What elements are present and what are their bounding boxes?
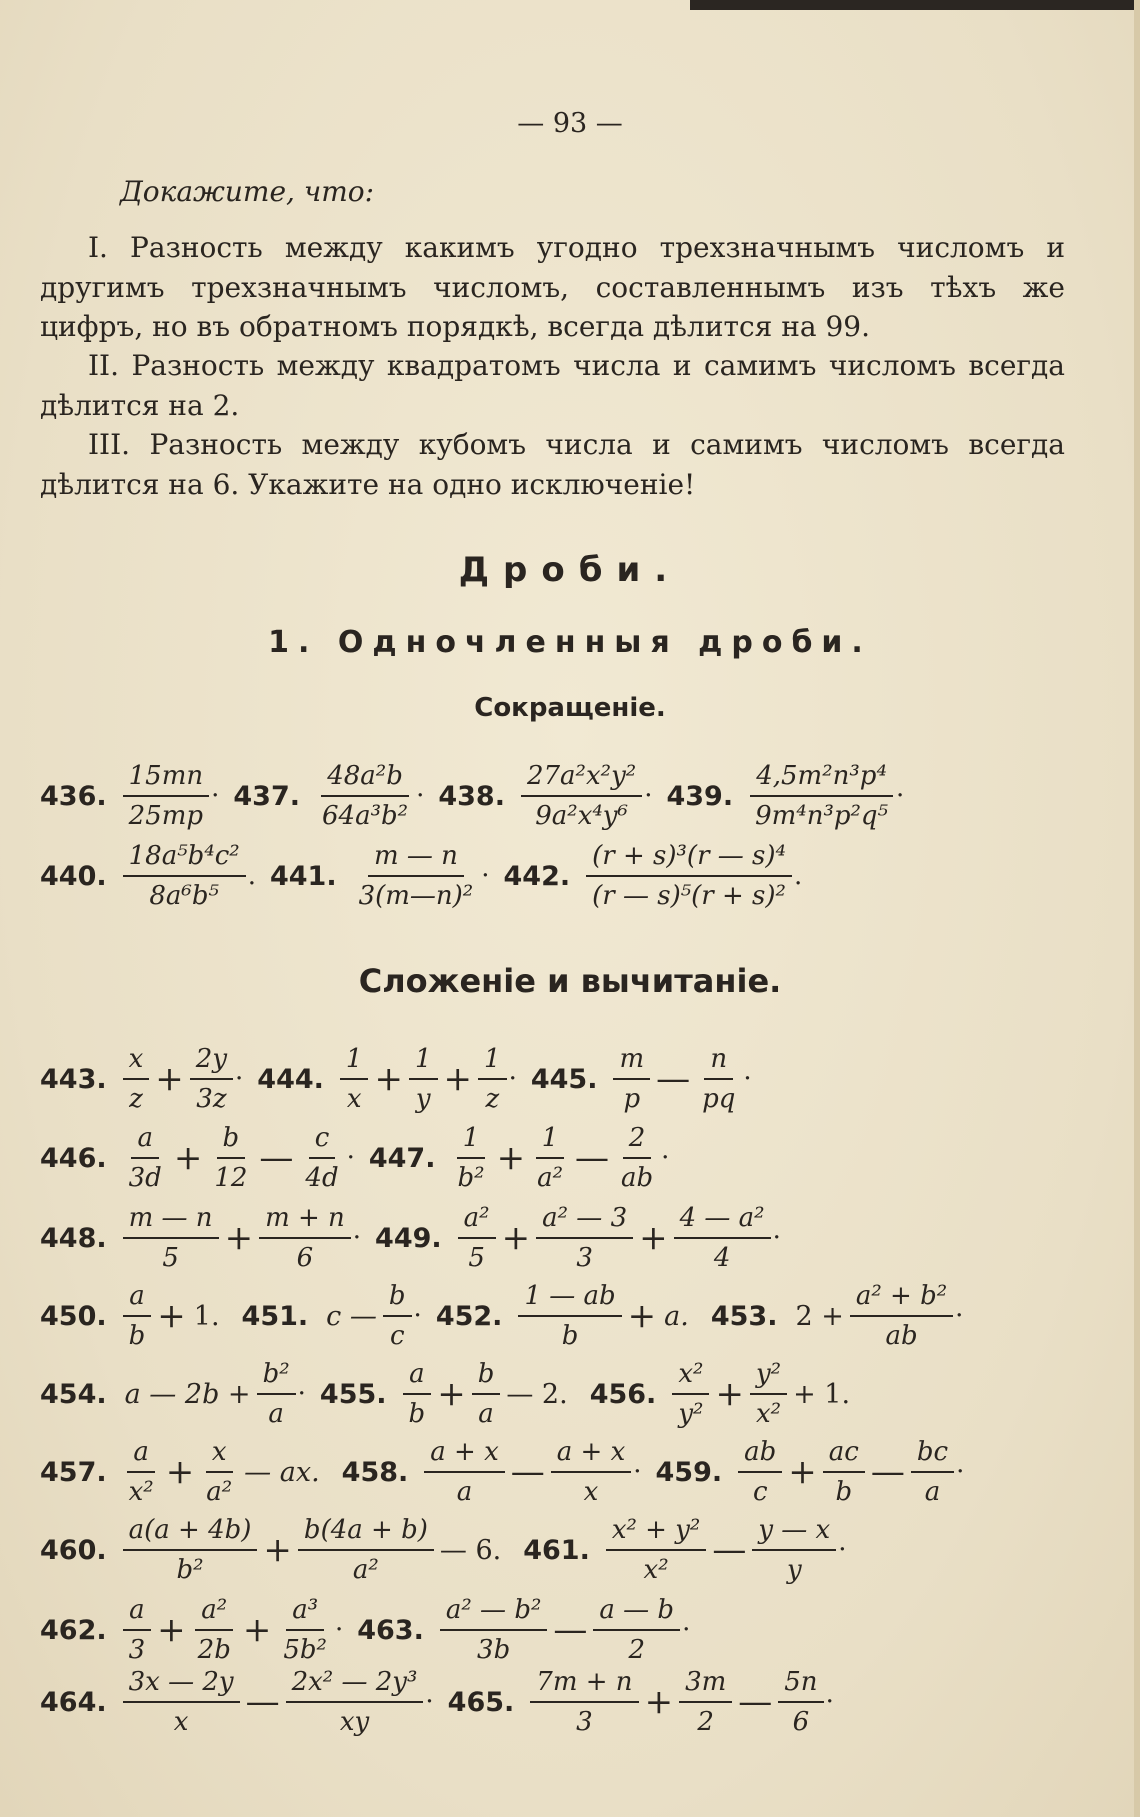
fraction: $\frac{\text{x² + y²}}{\text{x²}}$ xyxy=(606,1513,707,1587)
fraction: $\frac{m}{p}$ xyxy=(613,1042,650,1116)
fraction: $\frac{\text{4,5m²n³p⁴}}{\text{9m⁴n³p²q⁵}}$ xyxy=(749,759,894,833)
problem-number: 460. xyxy=(40,1534,107,1566)
problem-row-464: 464. $\frac{3x — 2y}{x}$ — $\frac{\text{2x² — 2y³}}{xy}$ · 465. $\frac{7m + n}{3}$ + $\frac{3m}{2}$ — $\frac{5n}{6}$ · xyxy=(40,1667,834,1737)
section-heading-addition: Сложенiе и вычитанiе. xyxy=(358,962,782,1000)
problem-number: 445. xyxy=(530,1063,598,1095)
fraction: $\frac{\text{48a²b}}{\text{64a³b²}}$ xyxy=(322,761,409,831)
fraction: $\frac{c}{4d}$ xyxy=(305,1123,339,1193)
problem-number: 443. xyxy=(40,1063,107,1095)
fraction: $\frac{\text{a²}}{2b}$ xyxy=(192,1593,237,1667)
fraction: $\frac{a}{3}$ xyxy=(123,1593,152,1667)
problem-number: 452. xyxy=(435,1300,503,1332)
problem-row-436: 436. $\frac{15mn}{25mp}$ · 437. $\frac{\text{48a²b}}{\text{64a³b²}}$ · 438. $\frac{\text{27a²x²y²}}{\text{9a²x⁴y⁶}}$ · 439. $\frac{\text{4,5m²n³p⁴}}{\text{9m⁴n³p²q⁵}}$ · xyxy=(40,761,905,831)
fraction: $\frac{\text{18a⁵b⁴c²}}{\text{8a⁶b⁵}}$ xyxy=(123,839,246,913)
problem-number: 442. xyxy=(503,860,571,892)
fraction: $\frac{a — b}{2}$ xyxy=(593,1593,680,1667)
fraction: $\frac{1}{y}$ xyxy=(409,1042,438,1116)
fraction: $\frac{\text{4 — a²}}{4}$ xyxy=(674,1201,771,1275)
problem-number: 436. xyxy=(40,780,107,812)
paragraph-2: II. Разность между квадратомъ числа и самимъ числомъ всегда дѣлится на 2. xyxy=(40,349,1065,422)
problem-number: 444. xyxy=(257,1063,324,1095)
problem-number: 449. xyxy=(375,1222,442,1254)
fraction: $\frac{1}{x}$ xyxy=(340,1042,369,1116)
fraction: $\frac{n}{pq}$ xyxy=(702,1044,736,1114)
fraction: $\frac{m — n}{\text{3(m—n)²}}$ xyxy=(358,841,474,911)
fraction: $\frac{b}{c}$ xyxy=(383,1279,412,1353)
page-number: — 93 — xyxy=(517,108,623,139)
fraction: $\frac{15mn}{25mp}$ xyxy=(123,759,209,833)
problem-number: 448. xyxy=(40,1222,107,1254)
fraction: $\frac{\text{2x² — 2y³}}{xy}$ xyxy=(286,1665,424,1739)
problem-row-462: 462. $\frac{a}{3}$ + $\frac{\text{a²}}{2b}$ + $\frac{\text{a³}}{\text{5b²}}$ · 463. $\frac{\text{a² — b²}}{3b}$ — $\frac{a — b}{2}$ · xyxy=(40,1595,691,1665)
problem-row-454: 454. a — 2b + $\frac{\text{b²}}{a}$ · 455. $\frac{a}{b}$ + $\frac{b}{a}$ — 2. 456. $\frac{\text{x²}}{\text{y²}}$ + $\frac{\text{y²}}{\text{x²}}$ + 1. xyxy=(40,1359,851,1429)
problem-number: 440. xyxy=(40,860,107,892)
section-heading-reduction: Сокращенiе. xyxy=(474,693,666,723)
fraction: $\frac{3x — 2y}{x}$ xyxy=(123,1665,240,1739)
problem-number: 464. xyxy=(40,1686,107,1718)
problem-number: 441. xyxy=(269,860,337,892)
fraction: $\frac{\text{a² — b²}}{3b}$ xyxy=(440,1593,548,1667)
fraction: $\frac{a + x}{a}$ xyxy=(424,1435,504,1509)
fraction: $\frac{a + x}{x}$ xyxy=(551,1435,631,1509)
fraction: $\frac{a}{3d}$ xyxy=(128,1123,162,1193)
fraction: $\frac{1}{\text{b²}}$ xyxy=(457,1123,485,1193)
fraction: $\frac{1 — ab}{b}$ xyxy=(518,1279,621,1353)
fraction: $\frac{\text{y²}}{\text{x²}}$ xyxy=(750,1357,787,1431)
problem-number: 461. xyxy=(523,1534,590,1566)
paragraph-1: I. Разность между какимъ угодно трехзначнымъ числомъ и другимъ трехзначнымъ числомъ, составленнымъ изъ тѣхъ же цифръ, но въ обратномъ порядкѣ, всегда дѣлится на 99. xyxy=(40,231,1065,343)
fraction: $\frac{y — x}{y}$ xyxy=(752,1513,836,1587)
fraction: $\frac{x}{z}$ xyxy=(123,1042,150,1116)
fraction: $\frac{b(4a + b)}{\text{a²}}$ xyxy=(298,1513,434,1587)
fraction: $\frac{\text{a³}}{\text{5b²}}$ xyxy=(283,1595,327,1665)
fraction: $\frac{\text{a² — 3}}{3}$ xyxy=(536,1201,633,1275)
sub-heading: 1. Одночленныя дроби. xyxy=(268,625,872,660)
fraction: $\frac{ab}{c}$ xyxy=(738,1435,782,1509)
fraction: $\frac{ac}{b}$ xyxy=(823,1435,865,1509)
problem-number: 439. xyxy=(666,780,734,812)
fraction: $\frac{2y}{3z}$ xyxy=(190,1042,233,1116)
fraction: $\frac{bc}{a}$ xyxy=(911,1435,954,1509)
problem-number: 455. xyxy=(319,1378,387,1410)
fraction: $\frac{3m}{2}$ xyxy=(679,1665,732,1739)
problem-number: 463. xyxy=(357,1614,424,1646)
problem-number: 453. xyxy=(710,1300,778,1332)
problem-row-448: 448. $\frac{m — n}{5}$ + $\frac{m + n}{6}$ · 449. $\frac{\text{a²}}{5}$ + $\frac{\text{a² — 3}}{3}$ + $\frac{\text{4 — a²}}{4}$ · xyxy=(40,1203,781,1273)
fraction: $\frac{m — n}{5}$ xyxy=(123,1201,219,1275)
fraction: $\frac{b}{a}$ xyxy=(472,1357,501,1431)
problem-number: 456. xyxy=(589,1378,657,1410)
fraction: $\frac{\text{b²}}{a}$ xyxy=(257,1357,296,1431)
fraction: $\frac{2}{ab}$ xyxy=(621,1123,654,1193)
problem-number: 451. xyxy=(241,1300,309,1332)
problem-number: 458. xyxy=(341,1456,409,1488)
fraction: $\frac{a}{b}$ xyxy=(123,1279,152,1353)
fraction: $\frac{1}{\text{a²}}$ xyxy=(537,1123,563,1193)
fraction: $\frac{\text{a²}}{5}$ xyxy=(458,1201,496,1275)
problem-number: 465. xyxy=(447,1686,515,1718)
fraction: $\frac{\text{a² + b²}}{ab}$ xyxy=(850,1279,953,1353)
fraction: $\frac{a}{b}$ xyxy=(403,1357,432,1431)
main-heading: Дроби. xyxy=(458,550,682,590)
problem-row-443: 443. $\frac{x}{z}$ + $\frac{2y}{3z}$ · 444. $\frac{1}{x}$ + $\frac{1}{y}$ + $\frac{1}{z}$ · 445. $\frac{m}{p}$ — $\frac{n}{pq}$ · xyxy=(40,1044,752,1114)
intro-text: Докажите, что: xyxy=(120,175,375,208)
fraction: $\frac{1}{z}$ xyxy=(478,1042,507,1116)
fraction: $\frac{m + n}{6}$ xyxy=(259,1201,351,1275)
fraction: $\frac{\text{27a²x²y²}}{\text{9a²x⁴y⁶}}$ xyxy=(521,759,642,833)
problem-row-460: 460. $\frac{a(a + 4b)}{\text{b²}}$ + $\frac{b(4a + b)}{\text{a²}}$ — 6. 461. $\frac{\text{x² + y²}}{\text{x²}}$ — $\frac{y — x}{y}$ · xyxy=(40,1515,847,1585)
problem-row-446: 446. $\frac{a}{3d}$ + $\frac{b}{12}$ — $\frac{c}{4d}$ · 447. $\frac{1}{\text{b²}}$ + $\frac{1}{\text{a²}}$ — $\frac{2}{ab}$ · xyxy=(40,1123,670,1193)
fraction: $\frac{x}{\text{a²}}$ xyxy=(206,1437,233,1507)
fraction: $\frac{\text{x²}}{\text{y²}}$ xyxy=(672,1357,709,1431)
fraction: $\frac{a(a + 4b)}{\text{b²}}$ xyxy=(123,1513,258,1587)
problem-number: 447. xyxy=(368,1142,436,1174)
fraction: $\frac{b}{12}$ xyxy=(214,1123,248,1193)
problem-number: 459. xyxy=(655,1456,723,1488)
problem-number: 457. xyxy=(40,1456,107,1488)
fraction: $\frac{a}{\text{x²}}$ xyxy=(128,1437,154,1507)
problem-number: 462. xyxy=(40,1614,107,1646)
problem-number: 450. xyxy=(40,1300,107,1332)
problem-row-440: 440. $\frac{\text{18a⁵b⁴c²}}{\text{8a⁶b⁵}}$ . 441. $\frac{m — n}{\text{3(m—n)²}}$ · 442. $\frac{\text{(r + s)³(r — s)⁴}}{\text{(r — s)⁵(r + s)²}}$ . xyxy=(40,841,803,911)
problem-number: 437. xyxy=(233,780,300,812)
paragraph-3: III. Разность между кубомъ числа и самимъ числомъ всегда дѣлится на 6. Укажите на одно исключенiе! xyxy=(40,428,1065,501)
fraction: $\frac{\text{(r + s)³(r — s)⁴}}{\text{(r — s)⁵(r + s)²}}$ xyxy=(586,839,792,913)
problem-row-450: 450. $\frac{a}{b}$ + 1. 451. c — $\frac{b}{c}$ · 452. $\frac{1 — ab}{b}$ + a. 453. 2 + $\frac{\text{a² + b²}}{ab}$ · xyxy=(40,1281,964,1351)
page-spine xyxy=(1134,0,1140,1817)
problem-number: 454. xyxy=(40,1378,107,1410)
problem-row-457: 457. $\frac{a}{\text{x²}}$ + $\frac{x}{\text{a²}}$ — ax. 458. $\frac{a + x}{a}$ — $\frac{a + x}{x}$ · 459. $\frac{ab}{c}$ + $\frac{ac}{b}$ — $\frac{bc}{a}$ · xyxy=(40,1437,965,1507)
problem-number: 438. xyxy=(438,780,505,812)
problem-number: 446. xyxy=(40,1142,107,1174)
fraction: $\frac{7m + n}{3}$ xyxy=(530,1665,638,1739)
page-edge-shadow xyxy=(690,0,1140,10)
fraction: $\frac{5n}{6}$ xyxy=(778,1665,823,1739)
